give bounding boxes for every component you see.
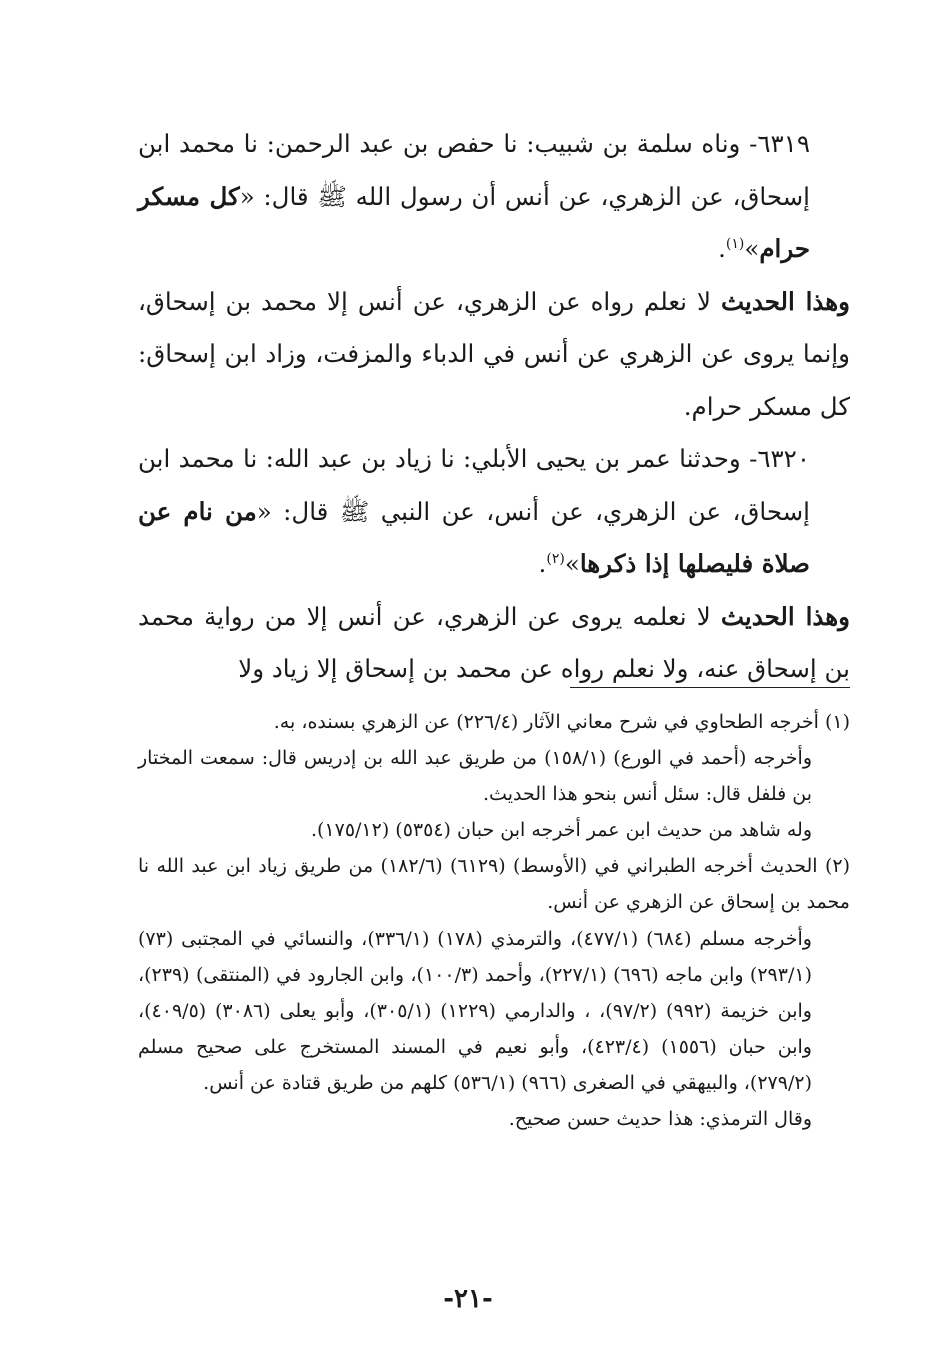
quote-close: » xyxy=(564,549,580,578)
footnote-2: (٢) الحديث أخرجه الطبراني في (الأوسط) (٦١٢٩) (١٨٢/٦) من طريق زياد ابن عبد الله نا محمد بن إسحاق عن الزهري عن أنس. xyxy=(138,855,850,914)
footnote-separator xyxy=(570,687,850,688)
period: . xyxy=(718,234,726,263)
main-text xyxy=(138,118,850,696)
hadith-6319 xyxy=(138,118,850,276)
page-number: -٢١- xyxy=(443,1284,493,1314)
footnote-ref-1: (١) xyxy=(725,235,745,252)
comment-6320-lead: وهذا الحديث xyxy=(720,601,850,631)
page xyxy=(138,118,851,1131)
footnote-ref-2: (٢) xyxy=(546,550,565,567)
footnote-1: (١) أخرجه الطحاوي في شرح معاني الآثار (٢٢٦/٤) عن الزهري بسنده، به. xyxy=(273,711,850,733)
hadith-6319-text: ٦٣١٩- وناه سلمة بن شبيب: نا حفص بن عبد الرحمن: نا محمد ابن إسحاق، عن الزهري، عن أنس أن رسول الله ﷺ قال: « xyxy=(138,129,810,211)
hadith-6319-matn: كل مسكر حرام xyxy=(138,181,810,263)
comment-6319 xyxy=(138,276,850,434)
hadith-6320 xyxy=(138,433,850,591)
hadith-6320-matn: من نام عن صلاة فليصلها إذا ذكرها xyxy=(138,496,810,578)
hadith-6320-text: ٦٣٢٠- وحدثنا عمر بن يحيى الأبلي: نا زياد بن عبد الله: نا محمد ابن إسحاق، عن الزهري، عن أنس، عن النبي ﷺ قال: « xyxy=(138,444,810,526)
comment-6320-text: لا نعلمه يروى عن الزهري، عن أنس إلا من رواية محمد بن إسحاق عنه، ولا نعلم رواه عن محمد بن إسحاق إلا زياد ولا xyxy=(138,601,850,683)
footnote-1-para-2: وأخرجه (أحمد في الورع) (١٥٨/١) من طريق عبد الله بن إدريس قال: سمعت المختار بن فلفل قال: سئل أنس بنحو هذا الحديث. xyxy=(138,747,813,806)
footnote-2-para-2: وأخرجه مسلم (٦٨٤) (٤٧٧/١)، والترمذي (١٧٨) (٣٣٦/١)، والنسائي في المجتبى (٧٣) (٢٩٣/١) وابن ماجه (٦٩٦) (٢٢٧/١)، وأحمد (١٠٠/٣)، وابن الجارود في (المنتقى) (٢٣٩)، وابن خزيمة (٩٩٢) (٩٧/٢)، ، والدارمي (١٢٢٩) (٣٠٥/١)، وأبو يعلى (٣٠٨٦) (٤٠٩/٥)، وابن حبان (١٥٥٦) (٤٢٣/٤)، وأبو نعيم في المسند المستخرج على صحيح مسلم (٢٧٩/٢)، والبيهقي في الصغرى (٩٦٦) (٥٣٦/١) كلهم من طريق قتادة عن أنس. xyxy=(138,927,812,1094)
comment-6319-lead: وهذا الحديث xyxy=(721,286,851,316)
quote-close: » xyxy=(744,234,760,263)
footnote-1-para-3: وله شاهد من حديث ابن عمر أخرجه ابن حبان (٥٣٥٤) (١٧٥/١٢). xyxy=(310,819,812,842)
period: . xyxy=(538,549,547,578)
footnotes xyxy=(138,704,850,1137)
comment-6320 xyxy=(138,591,850,696)
footnote-2-para-3: وقال الترمذي: هذا حديث حسن صحيح. xyxy=(508,1108,812,1131)
comment-6319-text: لا نعلم رواه عن الزهري، عن أنس إلا محمد بن إسحاق، وإنما يروى عن الزهري عن أنس في الدباء والمزفت، وزاد ابن إسحاق: كل مسكر حرام. xyxy=(138,286,850,421)
